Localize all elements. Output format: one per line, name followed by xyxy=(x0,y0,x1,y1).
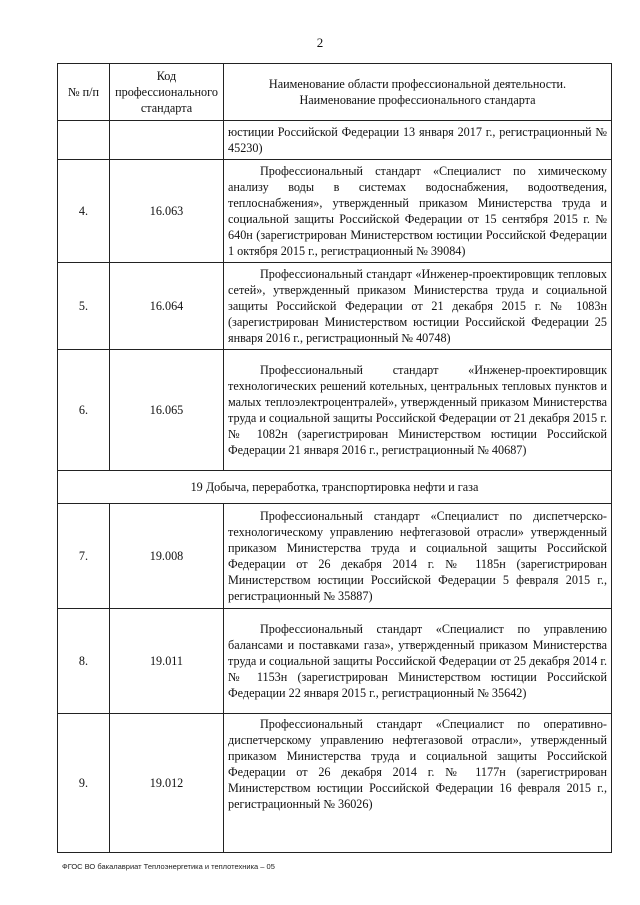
cell-standard-text: Профессиональный стандарт «Специалист по диспетчерско-технологическому управлению нефтегазовой отрасли» утвержденный приказом Министерства труда и социальной защиты Российской Федерации от 26 декабря 2014 г. № 1185н (зарегистрирован Министерством юстиции Российской Федерации 5 февраля 2015 г., регистрационный № 35887) xyxy=(224,504,612,609)
cell-standard-text: Профессиональный стандарт «Инженер-проектировщик технологических решений котельных, центральных тепловых пунктов и малых теплоэлектроцентралей», утвержденный приказом Министерства труда и социальной защиты Российской Федерации от 21 декабря 2015 г. № 1082н (зарегистрирован Министерством юстиции Российской Федерации 21 января 2016 г., регистрационный № 40687) xyxy=(224,350,612,471)
table-row xyxy=(58,609,612,714)
cell-num: 7. xyxy=(58,504,110,609)
header-name-line1: Наименование области профессиональной деятельности. xyxy=(268,77,567,91)
section-title: 19 Добыча, переработка, транспортировка нефти и газа xyxy=(58,471,612,504)
cell-num: 5. xyxy=(58,263,110,350)
cell-standard-text: Профессиональный стандарт «Специалист по управлению балансами и поставками газа», утвержденный приказом Министерства труда и социальной защиты Российской Федерации от 25 декабря 2014 г. № 1153н (зарегистрирован Министерством юстиции Российской Федерации 22 января 2015 г., регистрационный № 35642) xyxy=(224,609,612,714)
cell-num xyxy=(58,121,110,160)
professional-standards-table xyxy=(57,63,612,853)
header-name xyxy=(224,64,612,121)
section-row xyxy=(58,471,612,504)
document-footer: ФГОС ВО бакалавриат Теплоэнергетика и теплотехника – 05 xyxy=(62,862,275,871)
cell-num: 8. xyxy=(58,609,110,714)
cell-standard-text: Профессиональный стандарт «Инженер-проектировщик тепловых сетей», утвержденный приказом Министерства труда и социальной защиты Российской Федерации от 21 декабря 2015 г. № 1083н (зарегистрирован Министерством юстиции Российской Федерации 25 января 2016 г., регистрационный № 40748) xyxy=(224,263,612,350)
cell-num: 4. xyxy=(58,160,110,263)
cell-num: 6. xyxy=(58,350,110,471)
header-code: Код профессионального стандарта xyxy=(110,64,224,121)
cell-continuation-text: юстиции Российской Федерации 13 января 2017 г., регистрационный № 45230) xyxy=(224,121,612,160)
table-row xyxy=(58,714,612,853)
header-name-line2: Наименование профессионального стандарта xyxy=(299,93,536,107)
cell-code xyxy=(110,121,224,160)
table-row xyxy=(58,263,612,350)
table-row xyxy=(58,350,612,471)
cell-code: 16.063 xyxy=(110,160,224,263)
table-header-row xyxy=(58,64,612,121)
page-number: 2 xyxy=(316,35,324,50)
cell-standard-text: Профессиональный стандарт «Специалист по оперативно-диспетчерскому управлению нефтегазовой отрасли», утвержденный приказом Министерства труда и социальной защиты Российской Федерации от 26 декабря 2014 г. № 1177н (зарегистрирован Министерством юстиции Российской Федерации 16 февраля 2015 г., регистрационный № 36026) xyxy=(224,714,612,853)
header-num: № п/п xyxy=(58,64,110,121)
cell-num: 9. xyxy=(58,714,110,853)
cell-code: 16.064 xyxy=(110,263,224,350)
cell-code: 19.011 xyxy=(110,609,224,714)
cell-code: 19.008 xyxy=(110,504,224,609)
cell-standard-text: Профессиональный стандарт «Специалист по химическому анализу воды в системах водоснабжения, водоотведения, теплоснабжения», утвержденный приказом Министерства труда и социальной защиты Российской Федерации от 15 сентября 2015 г. № 640н (зарегистрирован Министерством юстиции Российской Федерации 1 октября 2015 г., регистрационный № 39084) xyxy=(224,160,612,263)
cell-code: 19.012 xyxy=(110,714,224,853)
table-row xyxy=(58,160,612,263)
cell-code: 16.065 xyxy=(110,350,224,471)
table-row-continuation xyxy=(58,121,612,160)
table-row xyxy=(58,504,612,609)
